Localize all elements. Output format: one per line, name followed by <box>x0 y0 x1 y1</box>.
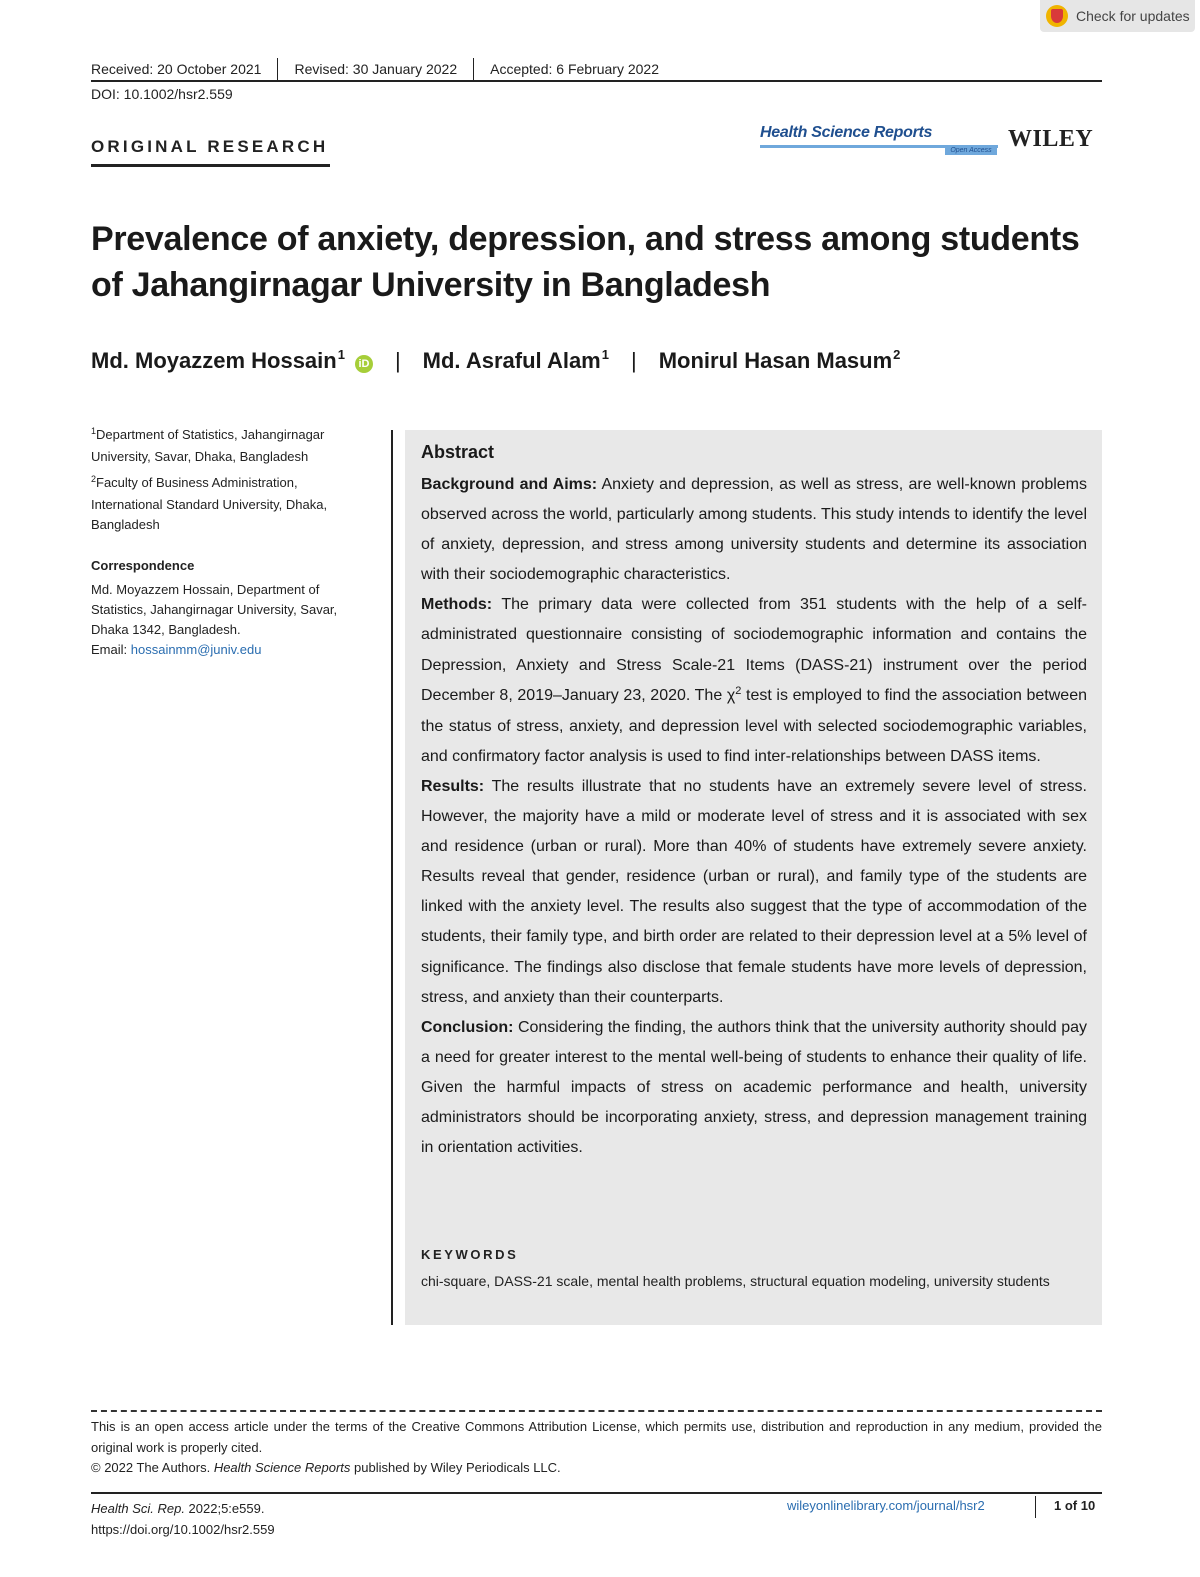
abstract-text: The results illustrate that no students have an extremely severe level of stress. However, the majority have a mild or moderate level of stress and it is associated with sex and residence (urban or rural). More than 40% of students have extremely severe anxiety. Results reveal that gender, residence (urban or rural), and family type of the students are linked with the anxiety level. The results also suggest that the type of accommodation of the students, their family type, and birth order are related to their depression level at a 5% level of significance. The findings also disclose that female students have more levels of depression, stress, and anxiety than their counterparts. <box>421 777 1088 1006</box>
open-access-tag: Open Access <box>945 146 997 155</box>
page-number: 1 of 10 <box>1054 1498 1096 1513</box>
affiliation-text: Department of Statistics, Jahangirnagar University, Savar, Dhaka, Bangladesh <box>91 427 325 464</box>
email-link[interactable]: hossainmm@juniv.edu <box>130 642 262 657</box>
correspondence-heading: Correspondence <box>91 558 195 573</box>
correspondence <box>91 580 371 660</box>
publisher-logo: WILEY <box>1008 126 1094 152</box>
affiliation-text: Faculty of Business Administration, International Standard University, Dhaka, Bangladesh <box>91 475 328 532</box>
article-title: Prevalence of anxiety, depression, and stress among students of Jahangirnagar University in Bangladesh <box>91 220 1080 304</box>
abstract-results <box>421 772 1087 1013</box>
abstract-label: Conclusion: <box>421 1018 514 1036</box>
abstract-body <box>421 470 1087 1163</box>
license-note <box>91 1417 1102 1479</box>
license-divider <box>91 1410 1102 1412</box>
footer-rule <box>91 1492 1102 1494</box>
citation-journal: Health Sci. Rep. <box>91 1501 185 1516</box>
abstract-conclusion <box>421 1013 1087 1163</box>
check-for-updates-label: Check for updates <box>1076 8 1190 24</box>
keywords-text: chi-square, DASS-21 scale, mental health problems, structural equation modeling, university students <box>421 1273 1050 1289</box>
license-text: This is an open access article under the terms of the Creative Commons Attribution License, which permits use, distribution and reproduction in any medium, provided the original work is properly cited. <box>91 1419 1102 1455</box>
article-dates <box>91 58 1102 80</box>
copyright-text: © 2022 The Authors. <box>91 1460 214 1475</box>
date-divider <box>473 58 474 80</box>
abstract-text: test is employed to find the association between the status of stress, anxiety, and depression level with selected sociodemographic variables, and confirmatory factor analysis is used to find inter-relationships between DASS items. <box>421 686 1088 765</box>
journal-logo: Health Science Reports <box>760 124 933 141</box>
affiliation-number: 2 <box>91 474 97 484</box>
section-label: ORIGINAL RESEARCH <box>91 137 329 156</box>
keywords-heading: KEYWORDS <box>421 1247 519 1262</box>
copyright-text: published by Wiley Periodicals LLC. <box>350 1460 561 1475</box>
author-separator: | <box>394 348 401 373</box>
affiliation-number: 1 <box>91 426 97 436</box>
affiliation-item <box>91 473 371 536</box>
citation-details: 2022;5:e559. <box>184 1501 265 1516</box>
doi: DOI: 10.1002/hsr2.559 <box>91 86 233 102</box>
doi-link[interactable]: https://doi.org/10.1002/hsr2.559 <box>91 1522 275 1537</box>
abstract-text: The primary data were collected from 351 students with the help of a self-administrated questionnaire consisting of sociodemographic information and contains the Depression, Anxiety and Stress Scale-21 Items (DASS-21) instrument over the period December 8, 2019–January 23, 2020. The χ <box>421 596 1088 704</box>
journal-site-link[interactable]: wileyonlinelibrary.com/journal/hsr2 <box>787 1498 985 1513</box>
section-rule <box>91 164 330 167</box>
email-label: Email: <box>91 642 128 657</box>
author-name: Md. Moyazzem Hossain <box>91 348 337 373</box>
check-for-updates-button[interactable] <box>1040 0 1195 32</box>
bookmark-icon <box>1046 5 1068 27</box>
received-date: Received: 20 October 2021 <box>91 61 262 77</box>
author-list <box>91 348 900 374</box>
correspondence-text: Md. Moyazzem Hossain, Department of Statistics, Jahangirnagar University, Savar, Dhaka 1342, Bangladesh. <box>91 582 338 637</box>
orcid-icon[interactable]: iD <box>355 355 373 373</box>
copyright-journal: Health Science Reports <box>213 1460 351 1475</box>
affiliation-item <box>91 425 371 467</box>
accepted-date: Accepted: 6 February 2022 <box>490 61 660 77</box>
abstract-label: Methods: <box>421 596 493 614</box>
author-affiliation: 1 <box>337 347 345 362</box>
abstract-background <box>421 470 1087 590</box>
author-name: Md. Asraful Alam <box>422 348 601 373</box>
author-affiliation: 1 <box>601 347 609 362</box>
abstract-heading: Abstract <box>421 442 495 462</box>
column-divider <box>391 430 393 1325</box>
abstract-label: Background and Aims: <box>421 476 598 493</box>
footer-citation <box>91 1498 275 1540</box>
author-separator: | <box>630 348 637 373</box>
date-divider <box>277 58 278 80</box>
author-name: Monirul Hasan Masum <box>658 348 893 373</box>
header-rule <box>91 80 1102 82</box>
footer-divider <box>1035 1496 1036 1518</box>
superscript: 2 <box>735 684 742 697</box>
abstract-methods <box>421 590 1087 772</box>
abstract-text: Anxiety and depression, as well as stress, are well-known problems observed across the world, particularly among students. This study intends to identify the level of anxiety, depression, and stress among university students and determine its association with their sociodemographic characteristics. <box>421 476 1088 584</box>
author-affiliation: 2 <box>893 347 901 362</box>
abstract-label: Results: <box>421 777 485 795</box>
revised-date: Revised: 30 January 2022 <box>294 61 458 77</box>
abstract-text: Considering the finding, the authors think that the university authority should pay a need for greater interest to the mental well-being of students to enhance their quality of life. Given the harmful impacts of stress on academic performance and health, university administrators should be incorporating anxiety, stress, and depression management training in orientation activities. <box>421 1018 1087 1157</box>
affiliations <box>91 425 371 542</box>
